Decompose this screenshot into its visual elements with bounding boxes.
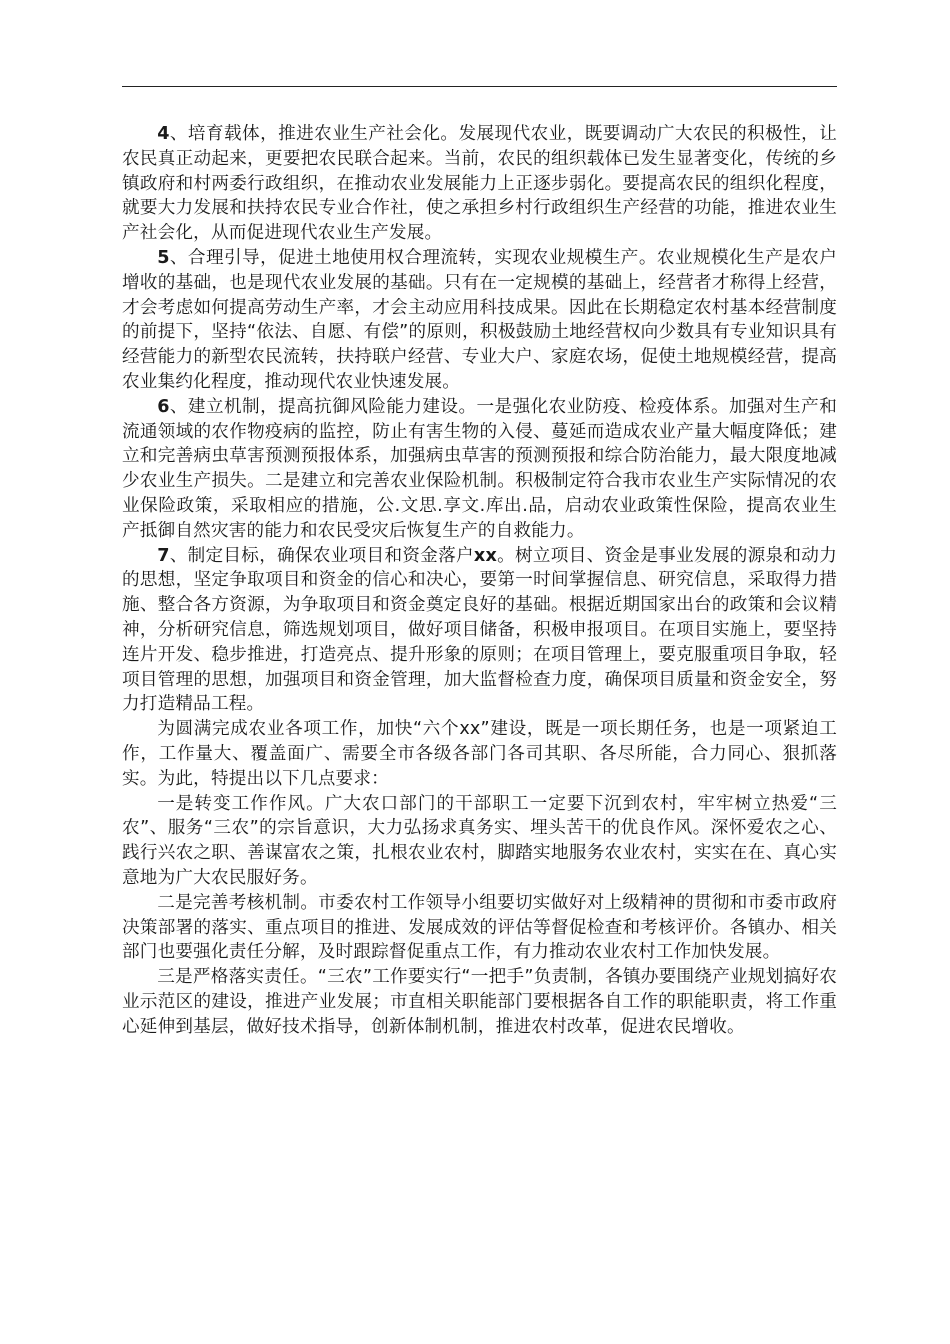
paragraph-4 (122, 122, 837, 246)
paragraph-requirement-3 (122, 965, 837, 1039)
paragraph-number: 7 (157, 545, 170, 566)
paragraph-text: 三是严格落实责任。“三农”工作要实行“一把手”负责制，各镇办要围绕产业规划搞好农业示范区的建设，推进产业发展；市直相关职能部门要根据各自工作的职能职责，将工作重心延伸到基层，做好技术指导，创新体制机制，推进农村改革，促进农民增收。 (122, 967, 837, 1037)
paragraph-7 (122, 544, 837, 718)
paragraph-6 (122, 395, 837, 544)
paragraph-text: 、合理引导，促进土地使用权合理流转，实现农业规模生产。农业规模化生产是农户增收的基础，也是现代农业发展的基础。只有在一定规模的基础上，经营者才称得上经营，才会考虑如何提高劳动生产率，才会主动应用科技成果。因此在长期稳定农村基本经营制度的前提下，坚持“依法、自愿、有偿”的原则，积极鼓励土地经营权向少数具有专业知识具有经营能力的新型农民流转，扶持联户经营、专业大户、家庭农场，促使土地规模经营，提高农业集约化程度，推动现代农业快速发展。 (122, 247, 837, 392)
paragraph-bold-text: xx (473, 545, 498, 566)
paragraph-requirement-2 (122, 891, 837, 965)
paragraph-text: 、建立机制，提高抗御风险能力建设。一是强化农业防疫、检疫体系。加强对生产和流通领域的农作物疫病的监控，防止有害生物的入侵、蔓延而造成农业产量大幅度降低；建立和完善病虫草害预测预报体系，加强病虫草害的预测预报和综合防治能力，最大限度地减少农业生产损失。二是建立和完善农业保险机制。积极制定符合我市农业生产实际情况的农业保险政策，采取相应的措施，公.文思.享文.库出.品，启动农业政策性保险，提高农业生产抵御自然灾害的能力和农民受灾后恢复生产的自救能力。 (122, 396, 837, 541)
paragraph-requirement-1 (122, 792, 837, 891)
paragraph-5 (122, 246, 837, 395)
paragraph-text: 、制定目标，确保农业项目和资金落户 (169, 545, 474, 566)
paragraph-number: 4 (157, 124, 170, 144)
paragraph-text: 二是完善考核机制。市委农村工作领导小组要切实做好对上级精神的贯彻和市委市政府决策部署的落实、重点项目的推进、发展成效的评估等督促检查和考核评价。各镇办、相关部门也要强化责任分解，及时跟踪督促重点工作，有力推动农业农村工作加快发展。 (122, 892, 837, 963)
paragraph-text: 为圆满完成农业各项工作，加快“六个xx”建设，既是一项长期任务，也是一项紧迫工作，工作量大、覆盖面广、需要全市各级各部门各司其职、各尽所能，合力同心、狠抓落实。为此，特提出以下几点要求： (122, 719, 837, 789)
paragraph-number: 6 (157, 396, 170, 417)
header-rule (122, 86, 837, 87)
paragraph-text: 一是转变工作作风。广大农口部门的干部职工一定要下沉到农村，牢牢树立热爱“三农”、服务“三农”的宗旨意识，大力弘扬求真务实、埋头苦干的优良作风。深怀爱农之心、践行兴农之职、善谋富农之策，扎根农业农村，脚踏实地服务农业农村，实实在在、真心实意地为广大农民服好务。 (122, 793, 837, 888)
paragraph-text-continued: 。树立项目、资金是事业发展的源泉和动力的思想，坚定争取项目和资金的信心和决心，要第一时间掌握信息、研究信息，采取得力措施、整合各方资源，为争取项目和资金奠定良好的基础。根据近期国家出台的政策和会议精神，分析研究信息，筛选规划项目，做好项目储备，积极申报项目。在项目实施上，要坚持连片开发、稳步推进，打造亮点、提升形象的原则；在项目管理上，要克服重项目争取，轻项目管理的思想，加强项目和资金管理，加大监督检查力度，确保项目质量和资金安全，努力打造精品工程。 (122, 545, 837, 715)
paragraph-number: 5 (157, 247, 170, 268)
document-body (122, 122, 837, 1039)
paragraph-requirements-intro (122, 717, 837, 791)
paragraph-text: 、培育载体，推进农业生产社会化。发展现代农业，既要调动广大农民的积极性，让农民真正动起来，更要把农民联合起来。当前，农民的组织载体已发生显著变化，传统的乡镇政府和村两委行政组织，在推动农业发展能力上正逐步弱化。要提高农民的组织化程度，就要大力发展和扶持农民专业合作社，使之承担乡村行政组织生产经营的功能，推进农业生产社会化，从而促进现代农业生产发展。 (122, 124, 837, 244)
